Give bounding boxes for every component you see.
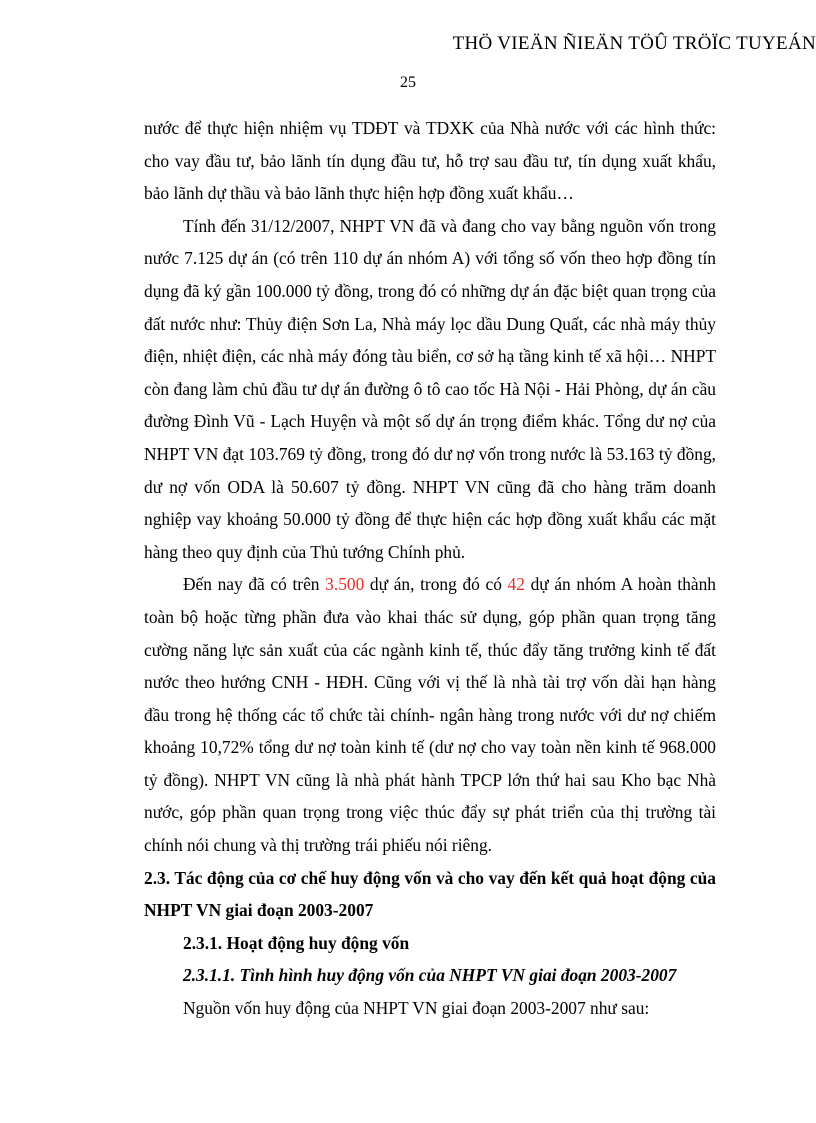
paragraph-3-text-c: dự án nhóm A hoàn thành toàn bộ hoặc từng phần đưa vào khai thác sử dụng, góp phần quan trọng tăng cường năng lực sản xuất của các ngành kinh tế, thúc đẩy tăng trưởng kinh tế đất nước theo hướng CNH - HĐH. Cũng với vị thế là nhà tài trợ vốn dài hạn hàng đầu trong hệ thống các tổ chức tài chính- ngân hàng trong nước với dư nợ chiếm khoảng 10,72% tổng dư nợ toàn kinh tế (dư nợ cho vay toàn nền kinh tế 968.000 tỷ đồng). NHPT VN cũng là nhà phát hành TPCP lớn thứ hai sau Kho bạc Nhà nước, góp phần quan trọng trong việc thúc đẩy sự phát triển của thị trường tài chính nói chung và thị trường trái phiếu nói riêng. xyxy=(144,574,717,856)
section-heading-2-3-1-1: 2.3.1.1. Tình hình huy động vốn của NHPT VN giai đoạn 2003-2007 xyxy=(183,965,677,986)
library-header: THÖ VIEÄN ÑIEÄN TÖÛ TRÖÏC TUYEÁN xyxy=(452,33,816,54)
page-number: 25 xyxy=(400,74,416,91)
paragraph-3-text-b: dự án, trong đó có xyxy=(364,574,508,595)
paragraph-1: nước để thực hiện nhiệm vụ TDĐT và TDXK của Nhà nước với các hình thức: cho vay đầu tư, bảo lãnh tín dụng đầu tư, hỗ trợ sau đầu tư, tín dụng xuất khẩu, bảo lãnh dự thầu và bảo lãnh thực hiện hợp đồng xuất khẩu… xyxy=(144,118,716,204)
paragraph-intro-capital: Nguồn vốn huy động của NHPT VN giai đoạn 2003-2007 như sau: xyxy=(183,998,650,1019)
section-heading-2-3-1: 2.3.1. Hoạt động huy động vốn xyxy=(183,932,410,953)
section-heading-2-3: 2.3. Tác động của cơ chế huy động vốn và cho vay đến kết quả hoạt động của NHPT VN giai đoạn 2003-2007 xyxy=(144,867,716,921)
highlight-project-count: 3.500 xyxy=(325,574,365,595)
paragraph-2: Tính đến 31/12/2007, NHPT VN đã và đang cho vay bằng nguồn vốn trong nước 7.125 dự án (có trên 110 dự án nhóm A) với tổng số vốn theo hợp đồng tín dụng đã ký gần 100.000 tỷ đồng, trong đó có những dự án đặc biệt quan trọng của đất nước như: Thủy điện Sơn La, Nhà máy lọc dầu Dung Quất, các nhà máy thủy điện, nhiệt điện, các nhà máy đóng tàu biển, cơ sở hạ tầng kinh tế xã hội… NHPT còn đang làm chủ đầu tư dự án đường ô tô cao tốc Hà Nội - Hải Phòng, dự án cầu đường Đình Vũ - Lạch Huyện và một số dự án trọng điểm khác. Tổng dư nợ của NHPT VN đạt 103.769 tỷ đồng, trong đó dư nợ vốn trong nước là 53.163 tỷ đồng, dư nợ vốn ODA là 50.607 tỷ đồng. NHPT VN cũng đã cho hàng trăm doanh nghiệp vay khoảng 50.000 tỷ đồng để thực hiện các hợp đồng xuất khẩu các mặt hàng theo quy định của Thủ tướng Chính phủ. xyxy=(144,215,716,562)
paragraph-3 xyxy=(144,568,716,861)
page-content xyxy=(144,112,716,1025)
highlight-group-a-count: 42 xyxy=(507,574,525,595)
paragraph-3-text-a: Đến nay đã có trên xyxy=(183,574,326,595)
